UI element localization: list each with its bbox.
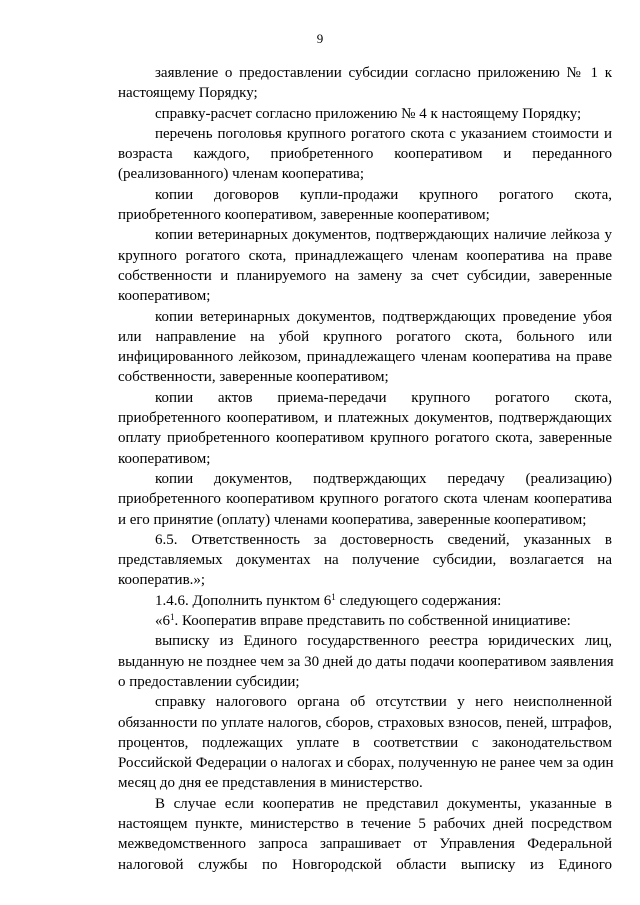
text-line-content: справку налогового органа об отсутствии у него неисполненной: [155, 694, 612, 711]
text-line-content: заявление о предоставлении субсидии согласно приложению № 1 к: [155, 65, 612, 81]
text-line-content: настоящем пункте, министерство в течение 5 рабочих дней посредством: [118, 815, 612, 832]
text-line: [118, 83, 612, 103]
text-line: [118, 205, 612, 225]
text-line-content: собственности и планируемого на замену за счет субсидии, заверенные: [118, 267, 612, 284]
text-line-content: копии ветеринарных документов, подтверждающих наличие лейкоза у: [155, 227, 612, 244]
text-line-content: кооператив.»;: [118, 572, 206, 589]
text-line-content: представляемых документах на получение субсидии, возлагается на: [118, 552, 612, 569]
text-line-content: кооперативом;: [118, 450, 211, 467]
text-line-content: о предоставлении субсидии;: [118, 673, 300, 690]
text-line-content: 6.5. Ответственность за достоверность сведений, указанных в: [155, 531, 612, 548]
text-line-content: выписку из Единого государственного реестра юридических лиц,: [155, 633, 612, 650]
text-line-content: собственности, заверенные кооперативом;: [118, 369, 389, 386]
text-line-content: копии документов, подтверждающих передачу (реализацию): [155, 470, 612, 487]
text-line: [118, 489, 612, 509]
text-line: [118, 347, 612, 367]
text-line: [118, 185, 612, 205]
text-line: [118, 570, 612, 590]
text-line: [118, 124, 612, 144]
text-line-content: справку-расчет согласно приложению № 4 к настоящему Порядку;: [155, 105, 582, 122]
text-line-content: выданную не позднее чем за 30 дней до даты подачи кооперативом заявления: [118, 653, 614, 670]
text-line: [118, 631, 612, 651]
text-line: [118, 63, 612, 83]
text-line-content: 1.4.6. Дополнить пунктом 6: [155, 592, 332, 609]
text-line: [118, 469, 612, 489]
text-line: [118, 855, 612, 875]
text-line-content: приобретенного кооперативом, заверенные кооперативом;: [118, 207, 490, 224]
text-line-content: месяц до дня ее представления в министерство.: [118, 775, 423, 792]
text-line-content: крупного рогатого скота, принадлежащего членам кооператива на праве: [118, 247, 612, 264]
text-line: [118, 530, 612, 550]
text-line: [118, 246, 612, 266]
text-line-content: В случае если кооператив не представил документы, указанные в: [155, 795, 612, 812]
text-line: [118, 753, 612, 773]
text-line-content: копии договоров купли-продажи крупного рогатого скота,: [155, 186, 612, 203]
text-line: [118, 510, 612, 530]
text-line-content: инфицированного лейкозом, принадлежащего членам кооператива на праве: [118, 349, 612, 366]
text-line-content: Российской Федерации о налогах и сборах, полученную не ранее чем за один: [118, 755, 614, 772]
text-line-content: копии ветеринарных документов, подтверждающих проведение убоя: [155, 308, 612, 325]
text-line: [118, 652, 612, 672]
text-line-content: копии актов приема-передачи крупного рогатого скота,: [155, 389, 612, 406]
text-line: [118, 692, 612, 712]
text-line-content: или направление на убой крупного рогатого скота, больного или: [118, 328, 612, 345]
text-line: [118, 164, 612, 184]
text-line: [118, 733, 612, 753]
text-line-content: настоящему Порядку;: [118, 85, 258, 102]
text-line: [118, 388, 612, 408]
text-line: [118, 449, 612, 469]
text-line-content: налоговой службы по Новгородской области выписку из Единого: [118, 856, 612, 873]
text-line: [118, 307, 612, 327]
text-line: [118, 591, 612, 611]
text-line-content: «6: [155, 613, 170, 630]
text-line: [118, 286, 612, 306]
text-line: [118, 104, 612, 124]
text-line: [118, 672, 612, 692]
text-line: [118, 611, 612, 631]
text-line-content: обязанности по уплате налогов, сборов, страховых взносов, пеней, штрафов,: [118, 714, 612, 731]
text-line: [118, 550, 612, 570]
text-line-continuation: следующего содержания:: [335, 592, 502, 609]
text-line-content: оплату приобретенного кооперативом крупного рогатого скота, заверенные: [118, 430, 612, 447]
text-line-content: межведомственного запроса запрашивает от Управления Федеральной: [118, 836, 612, 853]
text-line: [118, 834, 612, 854]
text-line: [118, 144, 612, 164]
text-line: [118, 794, 612, 814]
superscript: 1: [331, 591, 336, 602]
text-line: [118, 713, 612, 733]
text-line-content: возраста каждого, приобретенного кооперативом и переданного: [118, 146, 612, 163]
text-line: [118, 408, 612, 428]
text-line-content: процентов, подлежащих уплате в соответствии с законодательством: [118, 734, 612, 751]
text-line: [118, 327, 612, 347]
page-number: 9: [316, 31, 324, 46]
text-line-content: перечень поголовья крупного рогатого скота с указанием стоимости и: [155, 125, 612, 142]
text-line-content: и его принятие (оплату) членами кооператива, заверенные кооперативом;: [118, 511, 587, 528]
text-line: [118, 428, 612, 448]
text-line-continuation: . Кооператив вправе представить по собственной инициативе:: [174, 613, 571, 630]
superscript: 1: [170, 612, 175, 623]
text-line-content: кооперативом;: [118, 288, 211, 305]
document-body: [118, 63, 612, 875]
text-line: [118, 367, 612, 387]
text-line: [118, 814, 612, 834]
text-line-content: приобретенного кооперативом крупного рогатого скота членам кооператива: [118, 491, 612, 508]
text-line-content: (реализованного) членам кооператива;: [118, 166, 364, 183]
text-line: [118, 773, 612, 793]
text-line: [118, 266, 612, 286]
text-line: [118, 225, 612, 245]
text-line-content: приобретенного кооперативом, и платежных документов, подтверждающих: [118, 410, 612, 427]
